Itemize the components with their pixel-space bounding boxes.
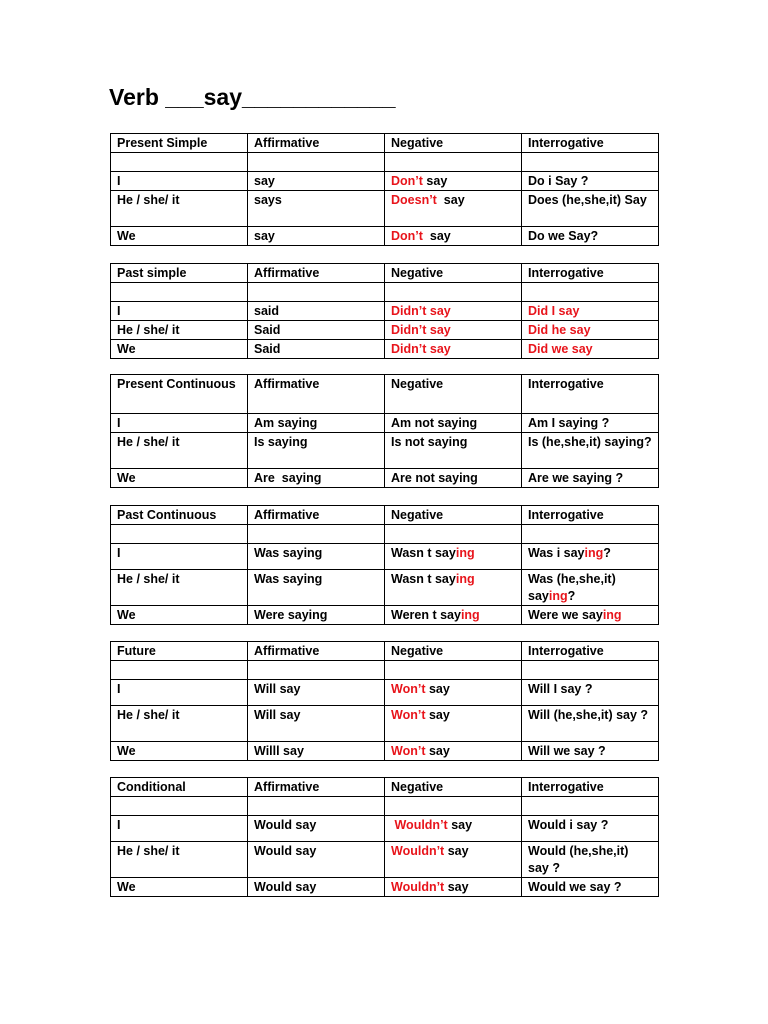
cell-interrogative: [522, 191, 659, 227]
table-row: [111, 680, 659, 706]
cell-subject: [111, 878, 248, 897]
cell-negative: [385, 706, 522, 742]
cell-subject: [111, 191, 248, 227]
cell-text: Willl say: [254, 744, 304, 758]
cell-text: Do i Say ?: [528, 174, 589, 188]
cell-text: Wasn t say: [391, 546, 456, 560]
cell-text: Were we say: [528, 608, 603, 622]
conjugation-table: [110, 777, 659, 897]
cell-text: say: [422, 229, 451, 243]
highlighted-text: Don’t: [391, 174, 423, 188]
table-row: [111, 797, 659, 816]
header-cell-subject: Present Simple: [111, 134, 248, 153]
cell-affirmative: [248, 525, 385, 544]
highlighted-text: ing: [548, 589, 568, 603]
cell-subject: [111, 340, 248, 359]
cell-interrogative: [522, 842, 659, 878]
cell-negative: [385, 816, 522, 842]
conjugation-table: [110, 505, 659, 625]
cell-interrogative: [522, 469, 659, 488]
cell-text: say: [254, 229, 275, 243]
highlighted-text: ing: [584, 546, 604, 560]
cell-interrogative: [522, 172, 659, 191]
table-header-row: [111, 642, 659, 661]
cell-negative: [385, 321, 522, 340]
cell-text: Was saying: [254, 546, 323, 560]
highlighted-text: Didn’t say: [391, 323, 451, 337]
cell-text: Does (he,she,it) Say: [528, 193, 647, 207]
header-cell-subject: Present Continuous: [111, 375, 248, 414]
cell-text: He / she/ it: [117, 193, 180, 207]
header-cell-interrogative: Interrogative: [522, 375, 659, 414]
table-header-row: [111, 778, 659, 797]
cell-text: Was (he,she,it) say: [528, 572, 620, 603]
table-row: [111, 340, 659, 359]
cell-negative: [385, 842, 522, 878]
table-row: [111, 816, 659, 842]
cell-text: Do we Say?: [528, 229, 599, 243]
cell-affirmative: [248, 544, 385, 570]
conjugation-table: [110, 641, 659, 761]
header-cell-interrogative: Interrogative: [522, 778, 659, 797]
highlighted-text: Didn’t say: [391, 342, 451, 356]
cell-affirmative: [248, 302, 385, 321]
cell-text: I: [117, 682, 121, 696]
highlighted-text: Didn’t say: [391, 304, 451, 318]
cell-affirmative: [248, 469, 385, 488]
header-cell-negative: Negative: [385, 506, 522, 525]
cell-subject: [111, 606, 248, 625]
cell-text: I: [117, 416, 121, 430]
table-row: [111, 842, 659, 878]
cell-interrogative: [522, 340, 659, 359]
cell-subject: [111, 302, 248, 321]
cell-subject: [111, 742, 248, 761]
cell-subject: [111, 570, 248, 606]
header-cell-negative: Negative: [385, 264, 522, 283]
cell-negative: [385, 661, 522, 680]
cell-negative: [385, 469, 522, 488]
cell-affirmative: [248, 816, 385, 842]
cell-subject: [111, 321, 248, 340]
page-title: Verb ___say____________: [109, 84, 396, 110]
cell-affirmative: [248, 191, 385, 227]
cell-negative: [385, 544, 522, 570]
cell-affirmative: [248, 172, 385, 191]
table-header-row: [111, 264, 659, 283]
cell-affirmative: [248, 321, 385, 340]
cell-subject: [111, 433, 248, 469]
cell-affirmative: [248, 340, 385, 359]
cell-subject: [111, 797, 248, 816]
table-row: [111, 153, 659, 172]
header-cell-affirmative: Affirmative: [248, 264, 385, 283]
cell-negative: [385, 878, 522, 897]
cell-negative: [385, 153, 522, 172]
cell-interrogative: [522, 321, 659, 340]
cell-affirmative: [248, 742, 385, 761]
cell-interrogative: [522, 433, 659, 469]
cell-affirmative: [248, 433, 385, 469]
table-row: [111, 742, 659, 761]
cell-text: says: [254, 193, 282, 207]
table-row: [111, 570, 659, 606]
cell-text: Would i say ?: [528, 818, 609, 832]
cell-interrogative: [522, 283, 659, 302]
cell-text: ?: [603, 546, 611, 560]
cell-text: Was saying: [254, 572, 323, 586]
cell-interrogative: [522, 878, 659, 897]
cell-text: Would say: [254, 880, 317, 894]
cell-subject: [111, 227, 248, 246]
cell-text: say: [422, 174, 448, 188]
cell-subject: [111, 414, 248, 433]
cell-subject: [111, 172, 248, 191]
cell-affirmative: [248, 227, 385, 246]
cell-affirmative: [248, 153, 385, 172]
cell-affirmative: [248, 842, 385, 878]
cell-text: Would say: [254, 844, 317, 858]
cell-text: say: [444, 880, 469, 894]
conjugation-table: [110, 133, 659, 246]
cell-interrogative: [522, 302, 659, 321]
cell-text: We: [117, 471, 136, 485]
cell-text: Is not saying: [391, 435, 468, 449]
table-row: [111, 606, 659, 625]
cell-text: I: [117, 818, 121, 832]
cell-negative: [385, 606, 522, 625]
cell-text: say: [447, 818, 473, 832]
cell-interrogative: [522, 706, 659, 742]
conjugation-table: [110, 263, 659, 359]
cell-text: He / she/ it: [117, 708, 180, 722]
highlighted-text: ing: [455, 572, 475, 586]
header-cell-subject: Future: [111, 642, 248, 661]
cell-subject: [111, 283, 248, 302]
header-cell-affirmative: Affirmative: [248, 134, 385, 153]
header-cell-affirmative: Affirmative: [248, 642, 385, 661]
highlighted-text: ing: [602, 608, 622, 622]
cell-text: Are saying: [254, 471, 322, 485]
header-cell-negative: Negative: [385, 375, 522, 414]
cell-text: say: [254, 174, 275, 188]
cell-affirmative: [248, 570, 385, 606]
header-cell-interrogative: Interrogative: [522, 506, 659, 525]
highlighted-text: Did I say: [528, 304, 580, 318]
cell-subject: [111, 706, 248, 742]
cell-text: say: [436, 193, 465, 207]
cell-text: I: [117, 174, 121, 188]
cell-text: Is saying: [254, 435, 308, 449]
highlighted-text: Did he say: [528, 323, 591, 337]
highlighted-text: ing: [455, 546, 475, 560]
cell-text: We: [117, 342, 136, 356]
table-header-row: [111, 506, 659, 525]
table-row: [111, 544, 659, 570]
highlighted-text: Wouldn’t: [391, 880, 445, 894]
table-header-row: [111, 375, 659, 414]
cell-affirmative: [248, 414, 385, 433]
header-cell-interrogative: Interrogative: [522, 134, 659, 153]
table-row: [111, 302, 659, 321]
table-row: [111, 191, 659, 227]
cell-text: Will say: [254, 708, 301, 722]
cell-text: Would (he,she,it) say ?: [528, 844, 632, 875]
table-row: [111, 661, 659, 680]
cell-interrogative: [522, 606, 659, 625]
cell-text: Am I saying ?: [528, 416, 610, 430]
cell-interrogative: [522, 544, 659, 570]
cell-text: say: [425, 744, 450, 758]
cell-text: say: [425, 682, 450, 696]
cell-affirmative: [248, 661, 385, 680]
cell-text: Will say: [254, 682, 301, 696]
cell-affirmative: [248, 606, 385, 625]
highlighted-text: Wouldn’t: [394, 818, 448, 832]
cell-negative: [385, 172, 522, 191]
cell-subject: [111, 525, 248, 544]
cell-subject: [111, 469, 248, 488]
cell-text: We: [117, 880, 136, 894]
cell-subject: [111, 816, 248, 842]
header-cell-negative: Negative: [385, 642, 522, 661]
cell-text: Are we saying ?: [528, 471, 624, 485]
table-row: [111, 414, 659, 433]
highlighted-text: ing: [460, 608, 480, 622]
table-row: [111, 227, 659, 246]
cell-text: He / she/ it: [117, 435, 180, 449]
header-cell-subject: Past simple: [111, 264, 248, 283]
cell-negative: [385, 742, 522, 761]
table-row: [111, 321, 659, 340]
cell-negative: [385, 283, 522, 302]
conjugation-table: [110, 374, 659, 488]
cell-subject: [111, 544, 248, 570]
highlighted-text: Did we say: [528, 342, 593, 356]
cell-text: I: [117, 304, 121, 318]
cell-interrogative: [522, 680, 659, 706]
cell-interrogative: [522, 570, 659, 606]
cell-affirmative: [248, 797, 385, 816]
table-row: [111, 525, 659, 544]
cell-text: Said: [254, 342, 281, 356]
cell-text: He / she/ it: [117, 844, 180, 858]
cell-interrogative: [522, 414, 659, 433]
cell-negative: [385, 680, 522, 706]
cell-text: Was i say: [528, 546, 585, 560]
cell-interrogative: [522, 661, 659, 680]
cell-negative: [385, 191, 522, 227]
header-cell-affirmative: Affirmative: [248, 506, 385, 525]
table-row: [111, 283, 659, 302]
table-row: [111, 878, 659, 897]
cell-text: Would we say ?: [528, 880, 622, 894]
cell-text: said: [254, 304, 280, 318]
cell-subject: [111, 153, 248, 172]
cell-text: say: [444, 844, 469, 858]
cell-interrogative: [522, 742, 659, 761]
table-row: [111, 469, 659, 488]
header-cell-interrogative: Interrogative: [522, 264, 659, 283]
table-row: [111, 433, 659, 469]
cell-text: Were saying: [254, 608, 328, 622]
cell-text: Wasn t say: [391, 572, 456, 586]
highlighted-text: Doesn’t: [391, 193, 437, 207]
highlighted-text: Won’t: [391, 744, 426, 758]
cell-text: Are not saying: [391, 471, 478, 485]
cell-interrogative: [522, 797, 659, 816]
cell-interrogative: [522, 816, 659, 842]
header-cell-affirmative: Affirmative: [248, 778, 385, 797]
cell-text: Is (he,she,it) saying?: [528, 435, 652, 449]
cell-text: Am not saying: [391, 416, 478, 430]
cell-text: Will (he,she,it) say ?: [528, 708, 649, 722]
cell-negative: [385, 433, 522, 469]
highlighted-text: Won’t: [391, 682, 426, 696]
table-row: [111, 172, 659, 191]
highlighted-text: Wouldn’t: [391, 844, 445, 858]
header-cell-negative: Negative: [385, 134, 522, 153]
cell-negative: [385, 570, 522, 606]
cell-subject: [111, 680, 248, 706]
cell-negative: [385, 340, 522, 359]
cell-text: Am saying: [254, 416, 318, 430]
cell-text: Weren t say: [391, 608, 461, 622]
cell-affirmative: [248, 878, 385, 897]
cell-text: I: [117, 546, 121, 560]
cell-affirmative: [248, 680, 385, 706]
cell-text: He / she/ it: [117, 323, 180, 337]
cell-text: We: [117, 229, 136, 243]
cell-affirmative: [248, 706, 385, 742]
header-cell-interrogative: Interrogative: [522, 642, 659, 661]
cell-text: ?: [567, 589, 576, 603]
cell-text: We: [117, 608, 136, 622]
highlighted-text: Don’t: [391, 229, 423, 243]
cell-text: say: [425, 708, 450, 722]
cell-affirmative: [248, 283, 385, 302]
table-header-row: [111, 134, 659, 153]
cell-negative: [385, 302, 522, 321]
header-cell-subject: Past Continuous: [111, 506, 248, 525]
cell-text: We: [117, 744, 136, 758]
cell-text: Will we say ?: [528, 744, 606, 758]
cell-negative: [385, 414, 522, 433]
cell-text: He / she/ it: [117, 572, 180, 586]
table-row: [111, 706, 659, 742]
cell-interrogative: [522, 153, 659, 172]
cell-text: Would say: [254, 818, 317, 832]
highlighted-text: Won’t: [391, 708, 426, 722]
cell-subject: [111, 661, 248, 680]
cell-interrogative: [522, 227, 659, 246]
cell-subject: [111, 842, 248, 878]
header-cell-subject: Conditional: [111, 778, 248, 797]
cell-text: Will I say ?: [528, 682, 593, 696]
cell-negative: [385, 797, 522, 816]
header-cell-negative: Negative: [385, 778, 522, 797]
cell-negative: [385, 227, 522, 246]
cell-interrogative: [522, 525, 659, 544]
cell-negative: [385, 525, 522, 544]
header-cell-affirmative: Affirmative: [248, 375, 385, 414]
cell-text: Said: [254, 323, 281, 337]
